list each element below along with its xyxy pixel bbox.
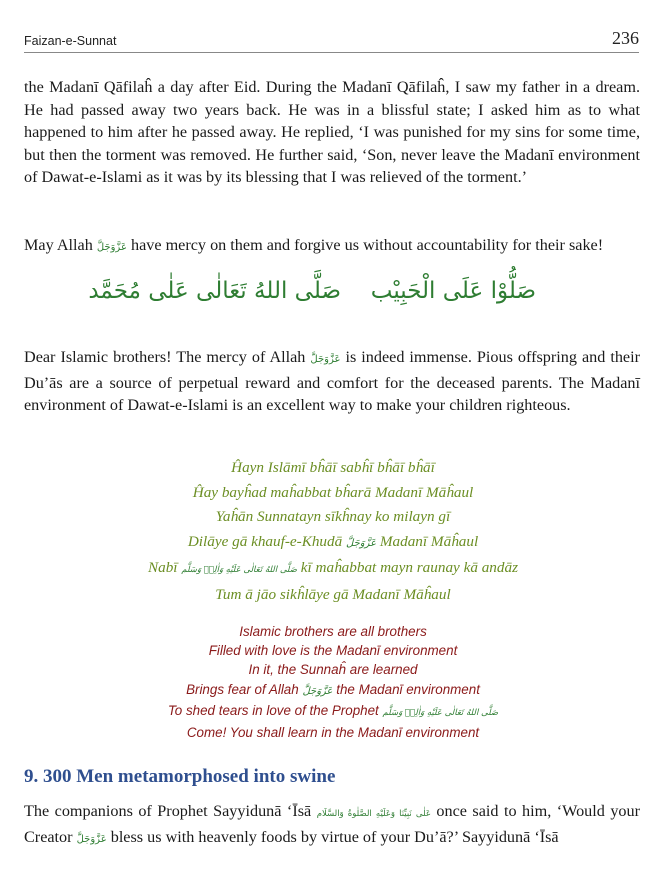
p4-text-a: The companions of Prophet Sayyidunā ‘Īsā [24,802,312,820]
section-heading: 9. 300 Men metamorphosed into swine [24,766,336,787]
poem-line [60,680,606,701]
poem-line [60,556,606,583]
poem-line-part: kī maĥabbat mayn raunay kā andāz [300,559,519,577]
poem-line: Ĥay bayĥad maĥabbat bĥarā Madanī Māĥaul [192,483,474,501]
poem-line: Yaĥān Sunnatayn sīkĥnay ko milayn gī [215,508,451,526]
poem-line-part: Nabī [147,559,178,577]
poem-line: In it, the Sunnaĥ are learned [248,662,418,678]
p2-text-after: have mercy on them and forgive us without accountability for their sake! [130,236,604,254]
poem-line-part: Madanī Māĥaul [379,532,479,550]
p4-text-b: once said to him, ‘Would your Creator [24,802,641,846]
p2-text-before: May Allah [24,236,93,254]
paragraph-supplication [24,234,640,260]
page-header [24,26,639,53]
azzawajal-glyph: عَزَّوَجَلَّ [76,833,107,845]
poem-line: Come! You shall learn in the Madanī environment [186,725,480,741]
poem-line: Filled with love is the Madanī environment [208,643,458,659]
salat-line [60,268,606,314]
poem-english-translation [60,622,606,742]
paragraph-mercy [24,346,640,417]
poem-line-part: To shed tears in love of the Prophet [167,702,379,718]
p3-text-after: is indeed immense. Pious offspring and their Du’ās are a source of perpetual reward and comfort for the deceased parents. The Madanī environment of Dawat-e-Islami is an excellent way to make your children righteous. [24,348,640,415]
paragraph-dream: the Madanī Qāfilaĥ a day after Eid. During the Madanī Qāfilaĥ, I saw my father in a dream. He had passed away two years back. He was in a blissful state; I asked him as to what happened to him after he passed away. He replied, ‘I was punished for my sins for some time, but then the torment was removed. He further said, ‘Son, never leave the Madanī environment of Dawat-e-Islami as it was by its blessing that I was relieved of the torment.’ [24,78,640,187]
p3-text-before: Dear Islamic brothers! The mercy of Allah [24,348,306,366]
p4-text-c: bless us with heavenly foods by virtue of your Du’ā?’ Sayyidunā ‘Īsā [110,827,559,846]
poem-line [60,701,606,723]
salat-phrase-1: صَلُّوْا عَلَى الْحَبِيْب [370,278,536,304]
salawat-glyph: صَلَّى اللهُ تَعَالٰى عَلَيْهِ وَاٰلِهٖ وَسَلَّم [181,565,297,576]
salawat-glyph: صَلَّى اللهُ تَعَالٰى عَلَيْهِ وَاٰلِهٖ وَسَلَّم [382,707,499,718]
poem-line: Tum ā jāo sikĥlāye gā Madanī Māĥaul [215,585,451,603]
poem-line: Ĥayn Islāmī bĥāī sabĥī bĥāī bĥāī [231,459,435,476]
poem-line-part: Dilāye gā khauf-e-Khudā [187,532,343,550]
poem-line: Islamic brothers are all brothers [239,624,427,639]
salat-phrase-2: صَلَّى اللهُ تَعَالٰى عَلٰى مُحَمَّد [88,278,341,304]
poem-line-part: Brings fear of Allah [186,681,299,697]
alayhis-salam-glyph: عَلٰى نَبِيِّنَا وَعَلَيْهِ الصَّلٰوةُ وَالسَّلَام [316,809,431,819]
poem-line-part: the Madanī environment [336,681,480,697]
page-number: 236 [612,28,639,48]
poem-transliteration [60,456,606,608]
paragraph-companions [24,800,640,851]
azzawajal-glyph: عَزَّوَجَلَّ [310,354,341,365]
azzawajal-glyph: عَزَّوَجَلَّ [96,242,127,253]
poem-line [60,530,606,557]
azzawajal-glyph: عَزَّوَجَلَّ [302,685,333,697]
azzawajal-glyph: عَزَّوَجَلَّ [346,537,377,549]
book-title: Faizan-e-Sunnat [24,34,117,48]
